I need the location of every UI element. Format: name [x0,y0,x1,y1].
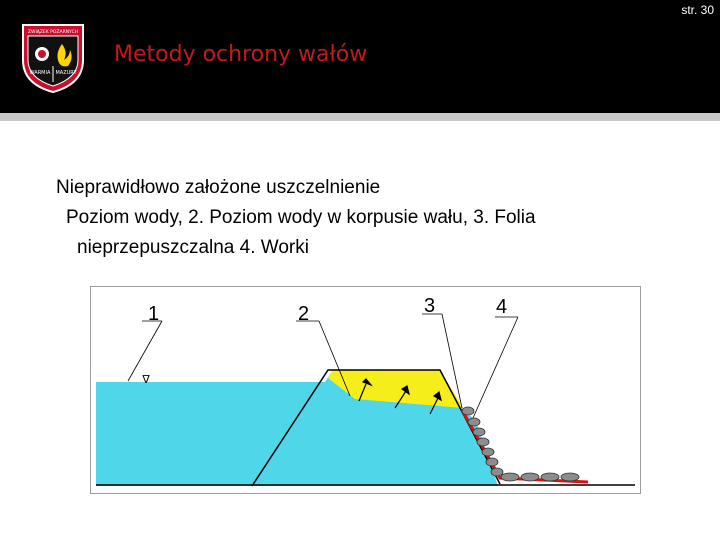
levee-cross-section-diagram [90,286,641,494]
diagram-label-3: 3 [424,295,436,317]
slide-title: Metody ochrony wałów [114,42,368,67]
content-heading: Nieprawidłowo założone uszczelnienie [56,177,381,198]
svg-text:MAZURY: MAZURY [55,70,77,76]
page-number: str. 30 [681,3,714,17]
header-divider-band [0,113,720,121]
svg-text:ZWIĄZEK POŻARNYCH: ZWIĄZEK POŻARNYCH [27,30,79,35]
svg-text:WARMIA: WARMIA [29,70,51,76]
content-line-3: nieprzepuszczalna 4. Worki [77,237,309,258]
diagram-label-4: 4 [496,296,508,318]
fire-brigade-logo [18,22,88,94]
water-level-symbol: ∇ [142,373,150,386]
diagram-label-1: 1 [148,303,160,325]
content-line-2: Poziom wody, 2. Poziom wody w korpusie wału, 3. Folia [66,207,536,228]
diagram-label-2: 2 [298,303,310,325]
header-bar [0,0,720,113]
